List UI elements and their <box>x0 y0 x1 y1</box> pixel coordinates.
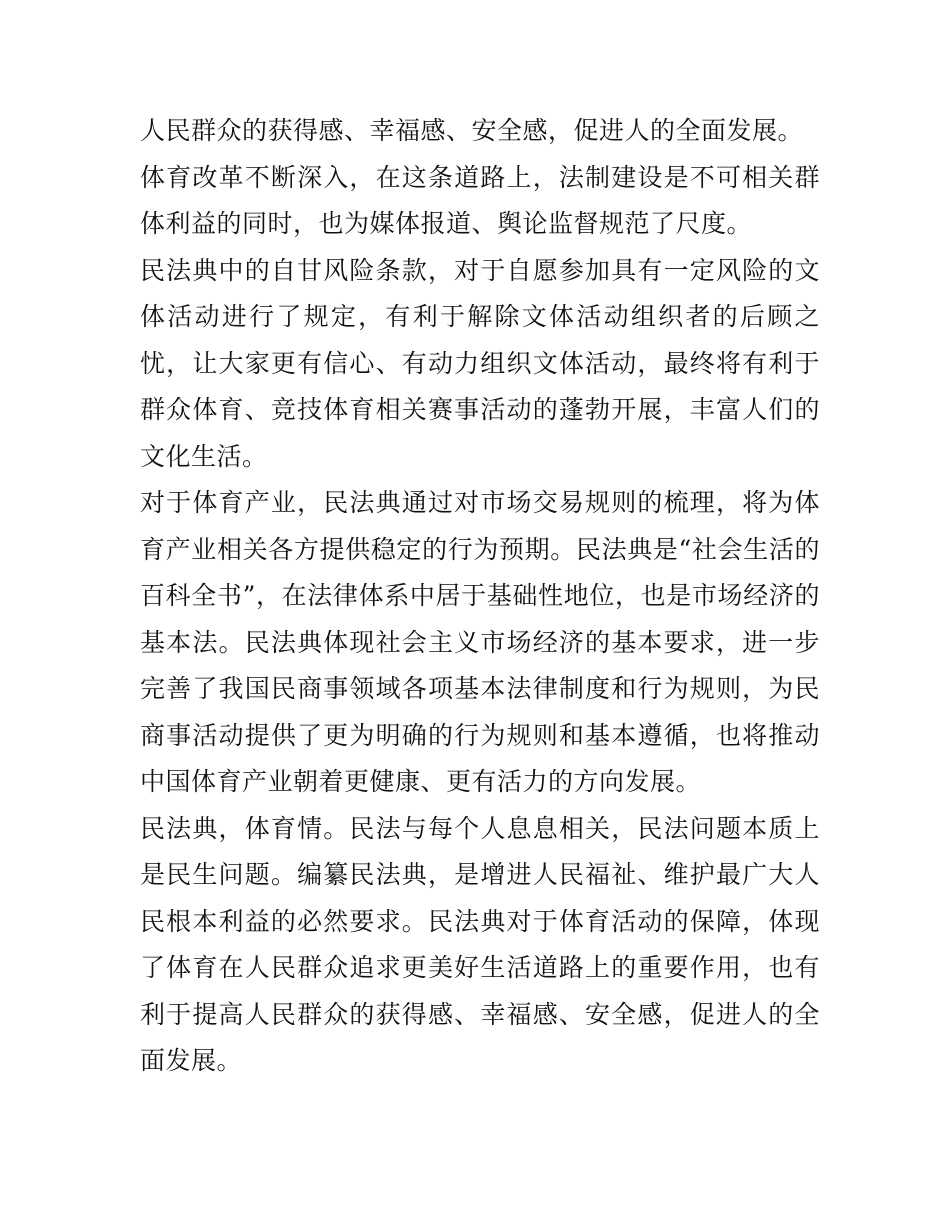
paragraph-5: 民法典，体育情。民法与每个人息息相关，民法问题本质上是民生问题。编纂民法典，是增进人民福祉、维护最广大人民根本利益的必然要求。民法典对于体育活动的保障，体现了体育在人民群众追求更美好生活道路上的重要作用，也有利于提高人民群众的获得感、幸福感、安全感，促进人的全面发展。 <box>140 813 820 1075</box>
paragraph-4: 对于体育产业，民法典通过对市场交易规则的梳理，将为体育产业相关各方提供稳定的行为预期。民法典是“社会生活的百科全书”，在法律体系中居于基础性地位，也是市场经济的基本法。民法典体现社会主义市场经济的基本要求，进一步完善了我国民商事领域各项基本法律制度和行为规则，为民商事活动提供了更为明确的行为规则和基本遵循，也将推动中国体育产业朝着更健康、更有活力的方向发展。 <box>140 488 820 796</box>
paragraph-3: 民法典中的自甘风险条款，对于自愿参加具有一定风险的文体活动进行了规定，有利于解除文体活动组织者的后顾之忧，让大家更有信心、有动力组织文体活动，最终将有利于群众体育、竞技体育相关赛事活动的蓬勃开展，丰富人们的文化生活。 <box>140 255 820 471</box>
document-body <box>140 108 820 1085</box>
paragraph-2: 体育改革不断深入，在这条道路上，法制建设是不可相关群体利益的同时，也为媒体报道、舆论监督规范了尺度。 <box>140 162 820 238</box>
paragraph-1: 人民群众的获得感、幸福感、安全感，促进人的全面发展。 <box>140 116 804 145</box>
